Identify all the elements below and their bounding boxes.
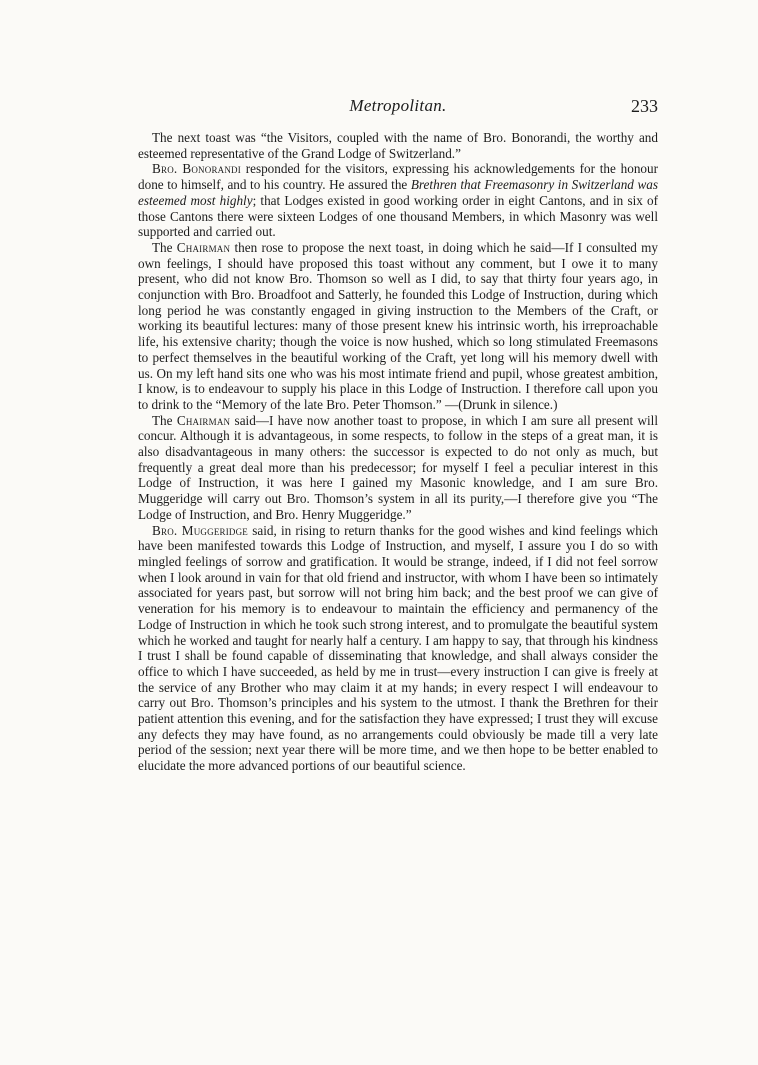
- paragraph-lodge-toast: [138, 413, 658, 523]
- speaker-name: Bro. Bonorandi: [152, 161, 241, 177]
- paragraph-text: said, in rising to return thanks for the good wishes and kind feelings which have been manifested towards this Lodge of Instruction, and myself, I assure you I do so with mingled feelings of sorrow and gratification. It would be strange, indeed, if I did not feel sorrow when I look around in vain for that old friend and instructor, with whom I have been so intimately associated for years past, but sorrow will not bring him back; and the best proof we can give of veneration for his memory is to endeavour to maintain the efficiency and permanency of the Lodge of Instruction in which he took such strong interest, and to promulgate the beautiful system which he worked and taught for nearly half a century. I am happy to say, that through his kindness I trust I shall be found capable of disseminating that knowledge, and shall always consider the office to which I have succeeded, as held by me in trust—every instruction I can give is freely at the service of any Brother who may claim it at my hands; in every respect I will endeavour to carry out Bro. Thomson’s principles and his system to the utmost. I thank the Brethren for their patient attention this evening, and for the satisfaction they have expressed; I trust they will excuse any defects they may have found, as no arrangements could obviously be made till a very late period of the session; next year there will be more time, and we then hope to be better enabled to elucidate the more advanced portions of our beautiful science.: [138, 522, 658, 774]
- paragraph-text: The: [152, 239, 177, 255]
- paragraph-text: The next toast was “the Visitors, coupled with the name of Bro. Bonorandi, the worthy and esteemed representative of the Grand Lodge of Switzerland.”: [138, 130, 658, 161]
- paragraph-muggeridge-response: [138, 523, 658, 774]
- page-header: [138, 96, 658, 120]
- paragraph-text: then rose to propose the next toast, in doing which he said—If I consulted my own feelings, I should have proposed this toast without any comment, but I owe it to many present, who did not know Bro. Thomson so well as I did, to say that thirty four years ago, in conjunction with Bro. Broadfoot and Satterly, he founded this Lodge of Instruction, during which long period he was constantly engaged in giving instruction to the Members of the Craft, or working its beautiful lectures: many of those present knew his intrinsic worth, his irreproachable life, his extensive charity; though the voice is now hushed, which so long stimulated Freemasons to perfect themselves in the beautiful working of the Craft, yet long will his memory dwell with us. On my left hand sits one who was his most intimate friend and pupil, whose greatest ambition, I know, is to endeavour to supply his place in this Lodge of Instruction. I therefore call upon you to drink to the “Memory of the late Bro. Peter Thomson.” —(Drunk in silence.): [138, 239, 658, 412]
- speaker-name: Chairman: [176, 412, 231, 428]
- paragraph-memory-toast: [138, 240, 658, 413]
- paragraph-text: said—I have now another toast to propose, in which I am sure all present will concur. Although it is advantageous, in some respects, to follow in the steps of a great man, it is also disadvantageous in many others: the successor is expected to do not only as much, but frequently a great deal more than his predecessor; for myself I feel a peculiar interest in this Lodge of Instruction, it was here I gained my Masonic knowledge, and I am sure Bro. Muggeridge will carry out Bro. Thomson’s system in all its purity,—I therefore give you “The Lodge of Instruction, and Bro. Henry Muggeridge.”: [138, 412, 658, 522]
- running-head: Metropolitan.: [349, 96, 447, 115]
- italic-text: Brethren that Freemasonry in Switzerland was esteemed most highly: [138, 177, 658, 208]
- paragraph-text: ; that Lodges existed in good working order in eight Cantons, and in six of those Cantons there were sixteen Lodges of one thousand Members, in which Masonry was well supported and carried out.: [138, 192, 658, 240]
- paragraph-bonorandi-response: [138, 161, 658, 240]
- paragraph-visitors-toast: [138, 130, 658, 161]
- page-number: 233: [631, 96, 658, 116]
- paragraph-text: The: [152, 412, 177, 428]
- paragraph-text: responded for the visitors, expressing his acknowledgements for the honour done to himself, and to his country. He assured the: [138, 161, 658, 193]
- speaker-name: Chairman: [176, 239, 231, 255]
- speaker-name: Bro. Muggeridge: [152, 522, 249, 538]
- body-text: [138, 130, 658, 774]
